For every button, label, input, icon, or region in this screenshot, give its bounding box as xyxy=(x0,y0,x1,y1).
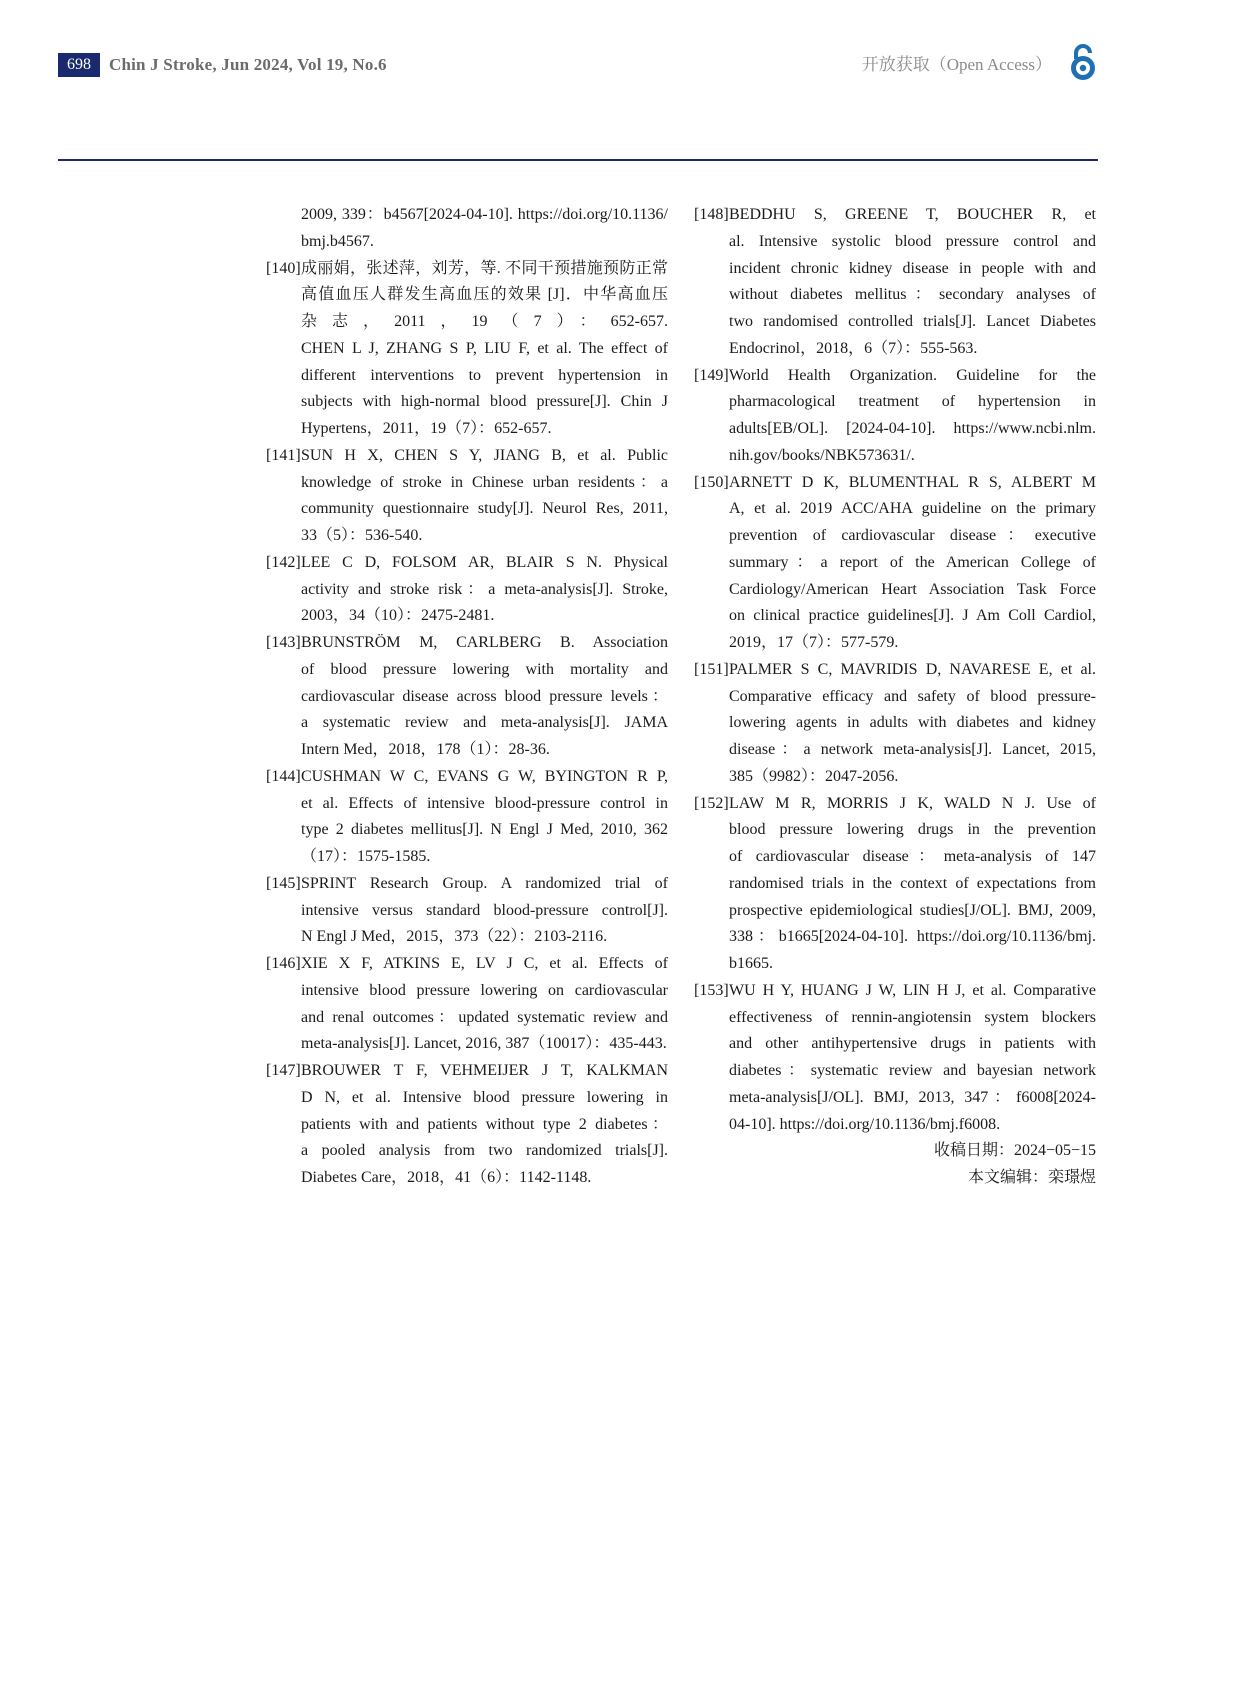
reference-line: b1665. xyxy=(729,955,773,972)
reference-entry xyxy=(266,871,668,951)
reference-line: intensive versus standard blood-pressure control[J]. xyxy=(301,901,668,919)
page-header xyxy=(58,50,1098,84)
reference-line: SUN H X, CHEN S Y, JIANG B, et al. Public xyxy=(301,446,668,464)
reference-line: summary：a report of the American College of xyxy=(729,553,1096,571)
reference-entry xyxy=(694,202,1096,363)
journal-citation: Chin J Stroke, Jun 2024, Vol 19, No.6 xyxy=(109,55,387,74)
reference-line: Cardiology/American Heart Association Task Force xyxy=(729,580,1096,598)
reference-entry xyxy=(694,657,1096,791)
reference-number: [149] xyxy=(694,366,729,384)
reference-line: BROUWER T F, VEHMEIJER J T, KALKMAN xyxy=(301,1062,668,1079)
reference-continuation xyxy=(266,202,668,256)
reference-line: adults[EB/OL]. [2024-04-10]. https://www.ncbi.nlm. xyxy=(729,420,1096,437)
reference-number: [144] xyxy=(266,767,301,785)
reference-line: intensive blood pressure lowering on cardiovascular xyxy=(301,981,668,999)
reference-line: a systematic review and meta-analysis[J]. JAMA xyxy=(301,714,668,732)
reference-number: [146] xyxy=(266,955,301,972)
reference-entry xyxy=(694,978,1096,1139)
reference-line: N Engl J Med，2015，373（22）：2103-2116. xyxy=(301,928,608,946)
reference-line: community questionnaire study[J]. Neurol Res, 2011, xyxy=(301,500,668,518)
reference-line: incident chronic kidney disease in people with and xyxy=(729,259,1096,277)
reference-entry xyxy=(266,550,668,630)
reference-number: [150] xyxy=(694,473,729,491)
reference-number: [148] xyxy=(694,206,729,223)
reference-entry xyxy=(266,951,668,1058)
open-access-lock-icon xyxy=(1068,42,1098,82)
left-column xyxy=(266,202,668,1192)
reference-line: subjects with high-normal blood pressure[J]. Chin J xyxy=(301,393,668,411)
reference-line: lowering agents in adults with diabetes and kidney xyxy=(729,714,1096,732)
reference-line: type 2 diabetes mellitus[J]. N Engl J Med, 2010, 362 xyxy=(301,821,668,839)
reference-line: a pooled analysis from two randomized trials[J]. xyxy=(301,1142,668,1160)
reference-line: CUSHMAN W C, EVANS G W, BYINGTON R P, xyxy=(301,767,668,785)
reference-number: [152] xyxy=(694,794,729,812)
reference-number: [153] xyxy=(694,981,729,999)
reference-line: CHEN L J, ZHANG S P, LIU F, et al. The effect of xyxy=(301,339,668,357)
reference-line: BEDDHU S, GREENE T, BOUCHER R, et xyxy=(729,206,1096,223)
reference-line: diabetes：systematic review and bayesian network xyxy=(729,1062,1096,1079)
reference-line: 338：b1665[2024-04-10]. https://doi.org/10.1136/bmj. xyxy=(729,928,1096,946)
page-number: 698 xyxy=(58,53,100,77)
reference-line: nih.gov/books/NBK573631/. xyxy=(729,446,915,464)
reference-line: pharmacological treatment of hypertension in xyxy=(729,393,1096,411)
reference-entry xyxy=(694,470,1096,657)
reference-line: 杂志，2011，19（7）：652-657. xyxy=(301,313,668,330)
reference-line: 04-10]. https://doi.org/10.1136/bmj.f6008. xyxy=(729,1115,1001,1133)
reference-line: BRUNSTRÖM M, CARLBERG B. Association xyxy=(301,634,668,651)
editor-credit: 本文编辑：栾璟煜 xyxy=(967,1169,1096,1186)
reference-number: [143] xyxy=(266,634,301,651)
reference-line: 高值血压人群发生高血压的效果 [J]．中华高血压 xyxy=(301,286,668,304)
reference-line: disease：a network meta-analysis[J]. Lancet, 2015, xyxy=(729,741,1096,758)
reference-line: LAW M R, MORRIS J K, WALD N J. Use of xyxy=(729,794,1096,812)
reference-line: PALMER S C, MAVRIDIS D, NAVARESE E, et al. xyxy=(729,660,1096,678)
reference-line: and renal outcomes：updated systematic review and xyxy=(301,1008,668,1026)
reference-line: blood pressure lowering drugs in the prevention xyxy=(729,821,1096,839)
reference-number: [151] xyxy=(694,660,729,678)
reference-line: Endocrinol，2018，6（7）：555-563. xyxy=(729,339,978,357)
reference-line: without diabetes mellitus：secondary analyses of xyxy=(729,286,1096,304)
reference-line: and other antihypertensive drugs in patients with xyxy=(729,1035,1096,1053)
reference-line: prospective epidemiological studies[J/OL]. BMJ, 2009, xyxy=(729,901,1096,919)
reference-line: knowledge of stroke in Chinese urban residents：a xyxy=(301,473,668,491)
reference-line: of cardiovascular disease：meta-analysis of 147 xyxy=(729,848,1096,865)
reference-line: 2003，34（10）：2475-2481. xyxy=(301,607,495,625)
header-rule xyxy=(58,159,1098,161)
reference-line: et al. Effects of intensive blood-pressure control in xyxy=(301,794,668,812)
reference-number: [140] xyxy=(266,259,301,277)
reference-entry xyxy=(266,443,668,550)
reference-line: al. Intensive systolic blood pressure control and xyxy=(729,232,1096,250)
open-access-label: 开放获取（Open Access） xyxy=(861,55,1052,74)
reference-line: Intern Med，2018，178（1）：28-36. xyxy=(301,741,550,758)
reference-line: patients with and patients without type 2 diabetes： xyxy=(301,1115,668,1133)
reference-line: （17）：1575-1585. xyxy=(301,848,431,865)
reference-line: effectiveness of rennin-angiotensin system blockers xyxy=(729,1008,1096,1026)
reference-line: two randomised controlled trials[J]. Lancet Diabetes xyxy=(729,313,1096,330)
reference-number: [142] xyxy=(266,553,301,571)
reference-entry xyxy=(266,1058,668,1192)
reference-line: Hypertens，2011，19（7）：652-657. xyxy=(301,420,552,437)
reference-line: Comparative efficacy and safety of blood pressure- xyxy=(729,687,1096,705)
reference-line: bmj.b4567. xyxy=(301,232,374,250)
reference-number: [147] xyxy=(266,1062,301,1079)
received-date: 收稿日期：2024−05−15 xyxy=(933,1142,1096,1160)
reference-line: WU H Y, HUANG J W, LIN H J, et al. Comparative xyxy=(729,981,1096,999)
reference-entry xyxy=(266,256,668,443)
reference-line: meta-analysis[J/OL]. BMJ, 2013, 347：f6008[2024- xyxy=(729,1088,1096,1106)
reference-line: different interventions to prevent hypertension in xyxy=(301,366,668,384)
reference-line: 33（5）：536-540. xyxy=(301,527,423,544)
reference-line: XIE X F, ATKINS E, LV J C, et al. Effects of xyxy=(301,955,668,972)
reference-line: 2009, 339：b4567[2024-04-10]. https://doi.org/10.1136/ xyxy=(301,206,668,223)
reference-line: 成丽娟，张述萍，刘芳，等. 不同干预措施预防正常 xyxy=(301,259,668,277)
reference-line: prevention of cardiovascular disease：executive xyxy=(729,527,1096,544)
reference-line: meta-analysis[J]. Lancet, 2016, 387（10017）：435-443. xyxy=(301,1035,667,1053)
reference-line: 385（9982）：2047-2056. xyxy=(729,767,899,785)
right-column xyxy=(694,202,1096,1192)
reference-line: of blood pressure lowering with mortality and xyxy=(301,660,668,678)
article-dates xyxy=(694,1138,1096,1192)
reference-line: 2019，17（7）：577-579. xyxy=(729,634,899,651)
reference-line: Diabetes Care，2018，41（6）：1142-1148. xyxy=(301,1169,592,1186)
reference-line: A, et al. 2019 ACC/AHA guideline on the primary xyxy=(729,500,1096,518)
reference-line: cardiovascular disease across blood pressure levels： xyxy=(301,687,668,705)
reference-number: [141] xyxy=(266,446,301,464)
reference-line: ARNETT D K, BLUMENTHAL R S, ALBERT M xyxy=(729,473,1096,491)
reference-line: LEE C D, FOLSOM AR, BLAIR S N. Physical xyxy=(301,553,668,571)
reference-entry xyxy=(694,363,1096,470)
reference-line: activity and stroke risk：a meta-analysis[J]. Stroke, xyxy=(301,580,668,598)
reference-entry xyxy=(266,764,668,871)
reference-line: SPRINT Research Group. A randomized trial of xyxy=(301,874,668,892)
reference-line: World Health Organization. Guideline for the xyxy=(729,366,1096,384)
reference-number: [145] xyxy=(266,874,301,892)
reference-line: on clinical practice guidelines[J]. J Am Coll Cardiol, xyxy=(729,607,1096,625)
reference-entry xyxy=(266,630,668,764)
reference-line: D N, et al. Intensive blood pressure lowering in xyxy=(301,1088,668,1106)
reference-entry xyxy=(694,791,1096,978)
reference-line: randomised trials in the context of expectations from xyxy=(729,874,1096,892)
